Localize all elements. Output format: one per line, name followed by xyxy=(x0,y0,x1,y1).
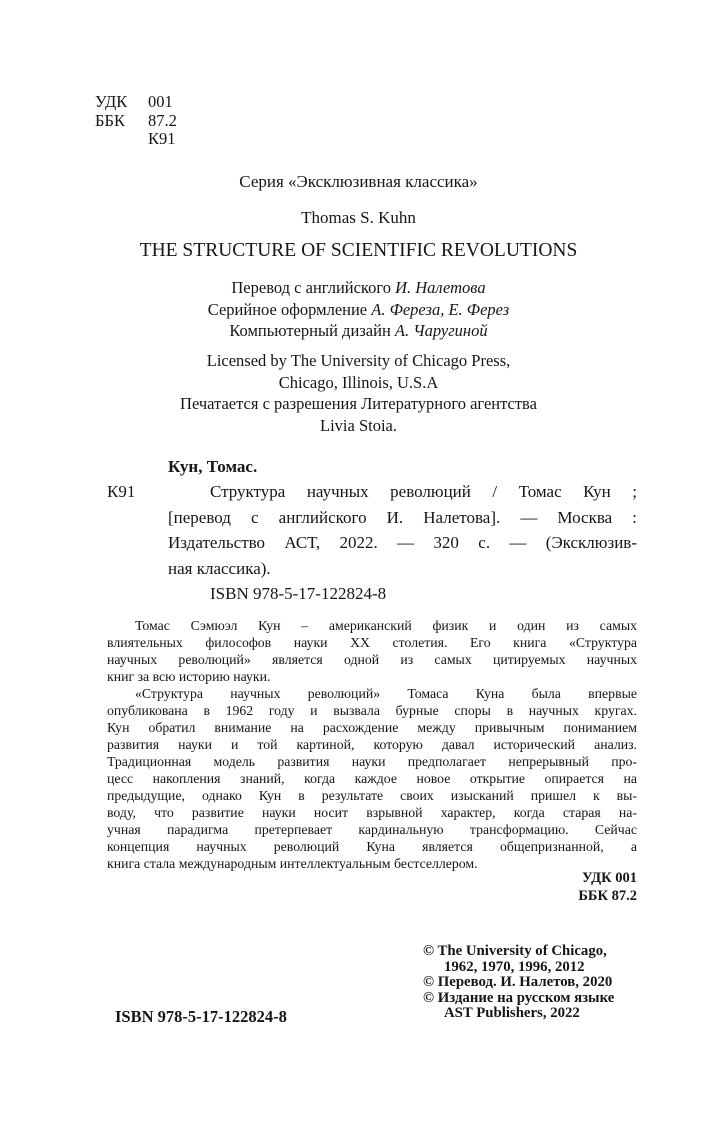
annotation-line: опубликована в 1962 году и вызвала бурные споры в научных кругах. xyxy=(107,703,637,718)
bottom-udk: УДК 001 xyxy=(581,870,637,886)
credit-line-translator xyxy=(80,277,637,299)
copyright-block xyxy=(423,944,614,1022)
original-title: THE STRUCTURE OF SCIENTIFIC REVOLUTIONS xyxy=(139,240,578,261)
annotation-text xyxy=(107,617,637,872)
bibliographic-record xyxy=(95,454,637,606)
annotation-line: цесс накопления знаний, когда каждое новое открытие опирается на xyxy=(107,771,637,786)
bbk-label: ББК xyxy=(95,110,125,130)
bbk-line xyxy=(95,112,177,131)
credit-name: А. Чаругиной xyxy=(394,321,488,340)
author-code: К91 xyxy=(148,129,176,148)
udk-value: 001 xyxy=(148,92,173,111)
credit-role: Серийное оформление xyxy=(207,299,372,319)
license-line: Licensed by The University of Chicago Press, xyxy=(206,351,511,370)
copyright-line: © Издание на русском языке xyxy=(423,989,615,1006)
translation-credits xyxy=(80,277,637,342)
license-notice xyxy=(80,350,637,436)
series-title: Серия «Эксклюзивная классика» xyxy=(239,172,478,191)
biblio-line: ная классика). xyxy=(168,558,271,578)
annotation-line: концепция научных революций Куна является общепризнанной, а xyxy=(107,839,637,854)
biblio-author: Кун, Томас. xyxy=(168,457,258,476)
copyright-line: AST Publishers, 2022 xyxy=(444,1005,580,1022)
bottom-classification-codes xyxy=(578,869,637,905)
credit-line-computer-design xyxy=(80,320,637,342)
credit-name: И. Налетова xyxy=(395,278,486,297)
credit-role: Компьютерный дизайн xyxy=(229,321,395,340)
bbk-value: 87.2 xyxy=(148,110,177,130)
license-line: Печатается с разрешения Литературного агентства xyxy=(180,394,537,413)
annotation-line: «Структура научных революций» Томаса Куна была впервые xyxy=(135,686,637,701)
credit-role: Перевод с английского xyxy=(231,278,396,297)
license-line: Livia Stoia. xyxy=(320,415,397,435)
biblio-line: [перевод с английского И. Налетова]. — Москва : xyxy=(168,507,637,527)
annotation-line: развития науки и той картиной, которую давал исторический анализ. xyxy=(107,737,637,752)
annotation-line: книга стала международным интеллектуальным бестселлером. xyxy=(107,856,478,871)
udk-line xyxy=(95,93,177,112)
copyright-line: © Перевод. И. Налетов, 2020 xyxy=(423,974,613,991)
annotation-line: Традиционная модель развития науки предполагает непрерывный про- xyxy=(107,754,637,769)
annotation-line: книг за всю историю науки. xyxy=(107,669,271,684)
biblio-isbn: ISBN 978-5-17-122824-8 xyxy=(210,584,387,604)
biblio-line: Издательство АСТ, 2022. — 320 с. — (Эксклюзив- xyxy=(168,533,637,553)
annotation-line: воду, что развитие науки носит взрывной характер, когда старая на- xyxy=(107,805,637,820)
copyright-line: © The University of Chicago, xyxy=(423,943,607,959)
credit-line-series-design xyxy=(80,299,637,321)
license-line: Chicago, Illinois, U.S.A xyxy=(278,372,439,392)
annotation-line: предыдущие, однако Кун в результате своих изысканий пришел к вы- xyxy=(107,788,637,803)
bottom-bbk: ББК 87.2 xyxy=(578,888,637,904)
biblio-author-code: К91 xyxy=(107,482,136,502)
author-name-english: Thomas S. Kuhn xyxy=(301,208,416,227)
annotation-line: учная парадигма претерпевает кардинальную трансформацию. Сейчас xyxy=(107,822,637,837)
udk-label: УДК xyxy=(95,92,128,111)
copyright-line: 1962, 1970, 1996, 2012 xyxy=(444,958,585,975)
annotation-line: Томас Сэмюэл Кун – американский физик и один из самых xyxy=(135,618,637,633)
annotation-line: влиятельных философов науки XX столетия. Его книга «Структура xyxy=(107,635,637,650)
annotation-line: научных революций» является одной из самых цитируемых научных xyxy=(107,652,637,667)
annotation-line: Кун обратил внимание на расхождение между привычным пониманием xyxy=(107,720,637,735)
top-classification-codes xyxy=(95,93,177,149)
isbn-bottom: ISBN 978-5-17-122824-8 xyxy=(115,1007,287,1026)
credit-name: А. Фереза, Е. Ферез xyxy=(371,299,510,319)
biblio-line: Структура научных революций / Томас Кун ; xyxy=(210,482,637,502)
